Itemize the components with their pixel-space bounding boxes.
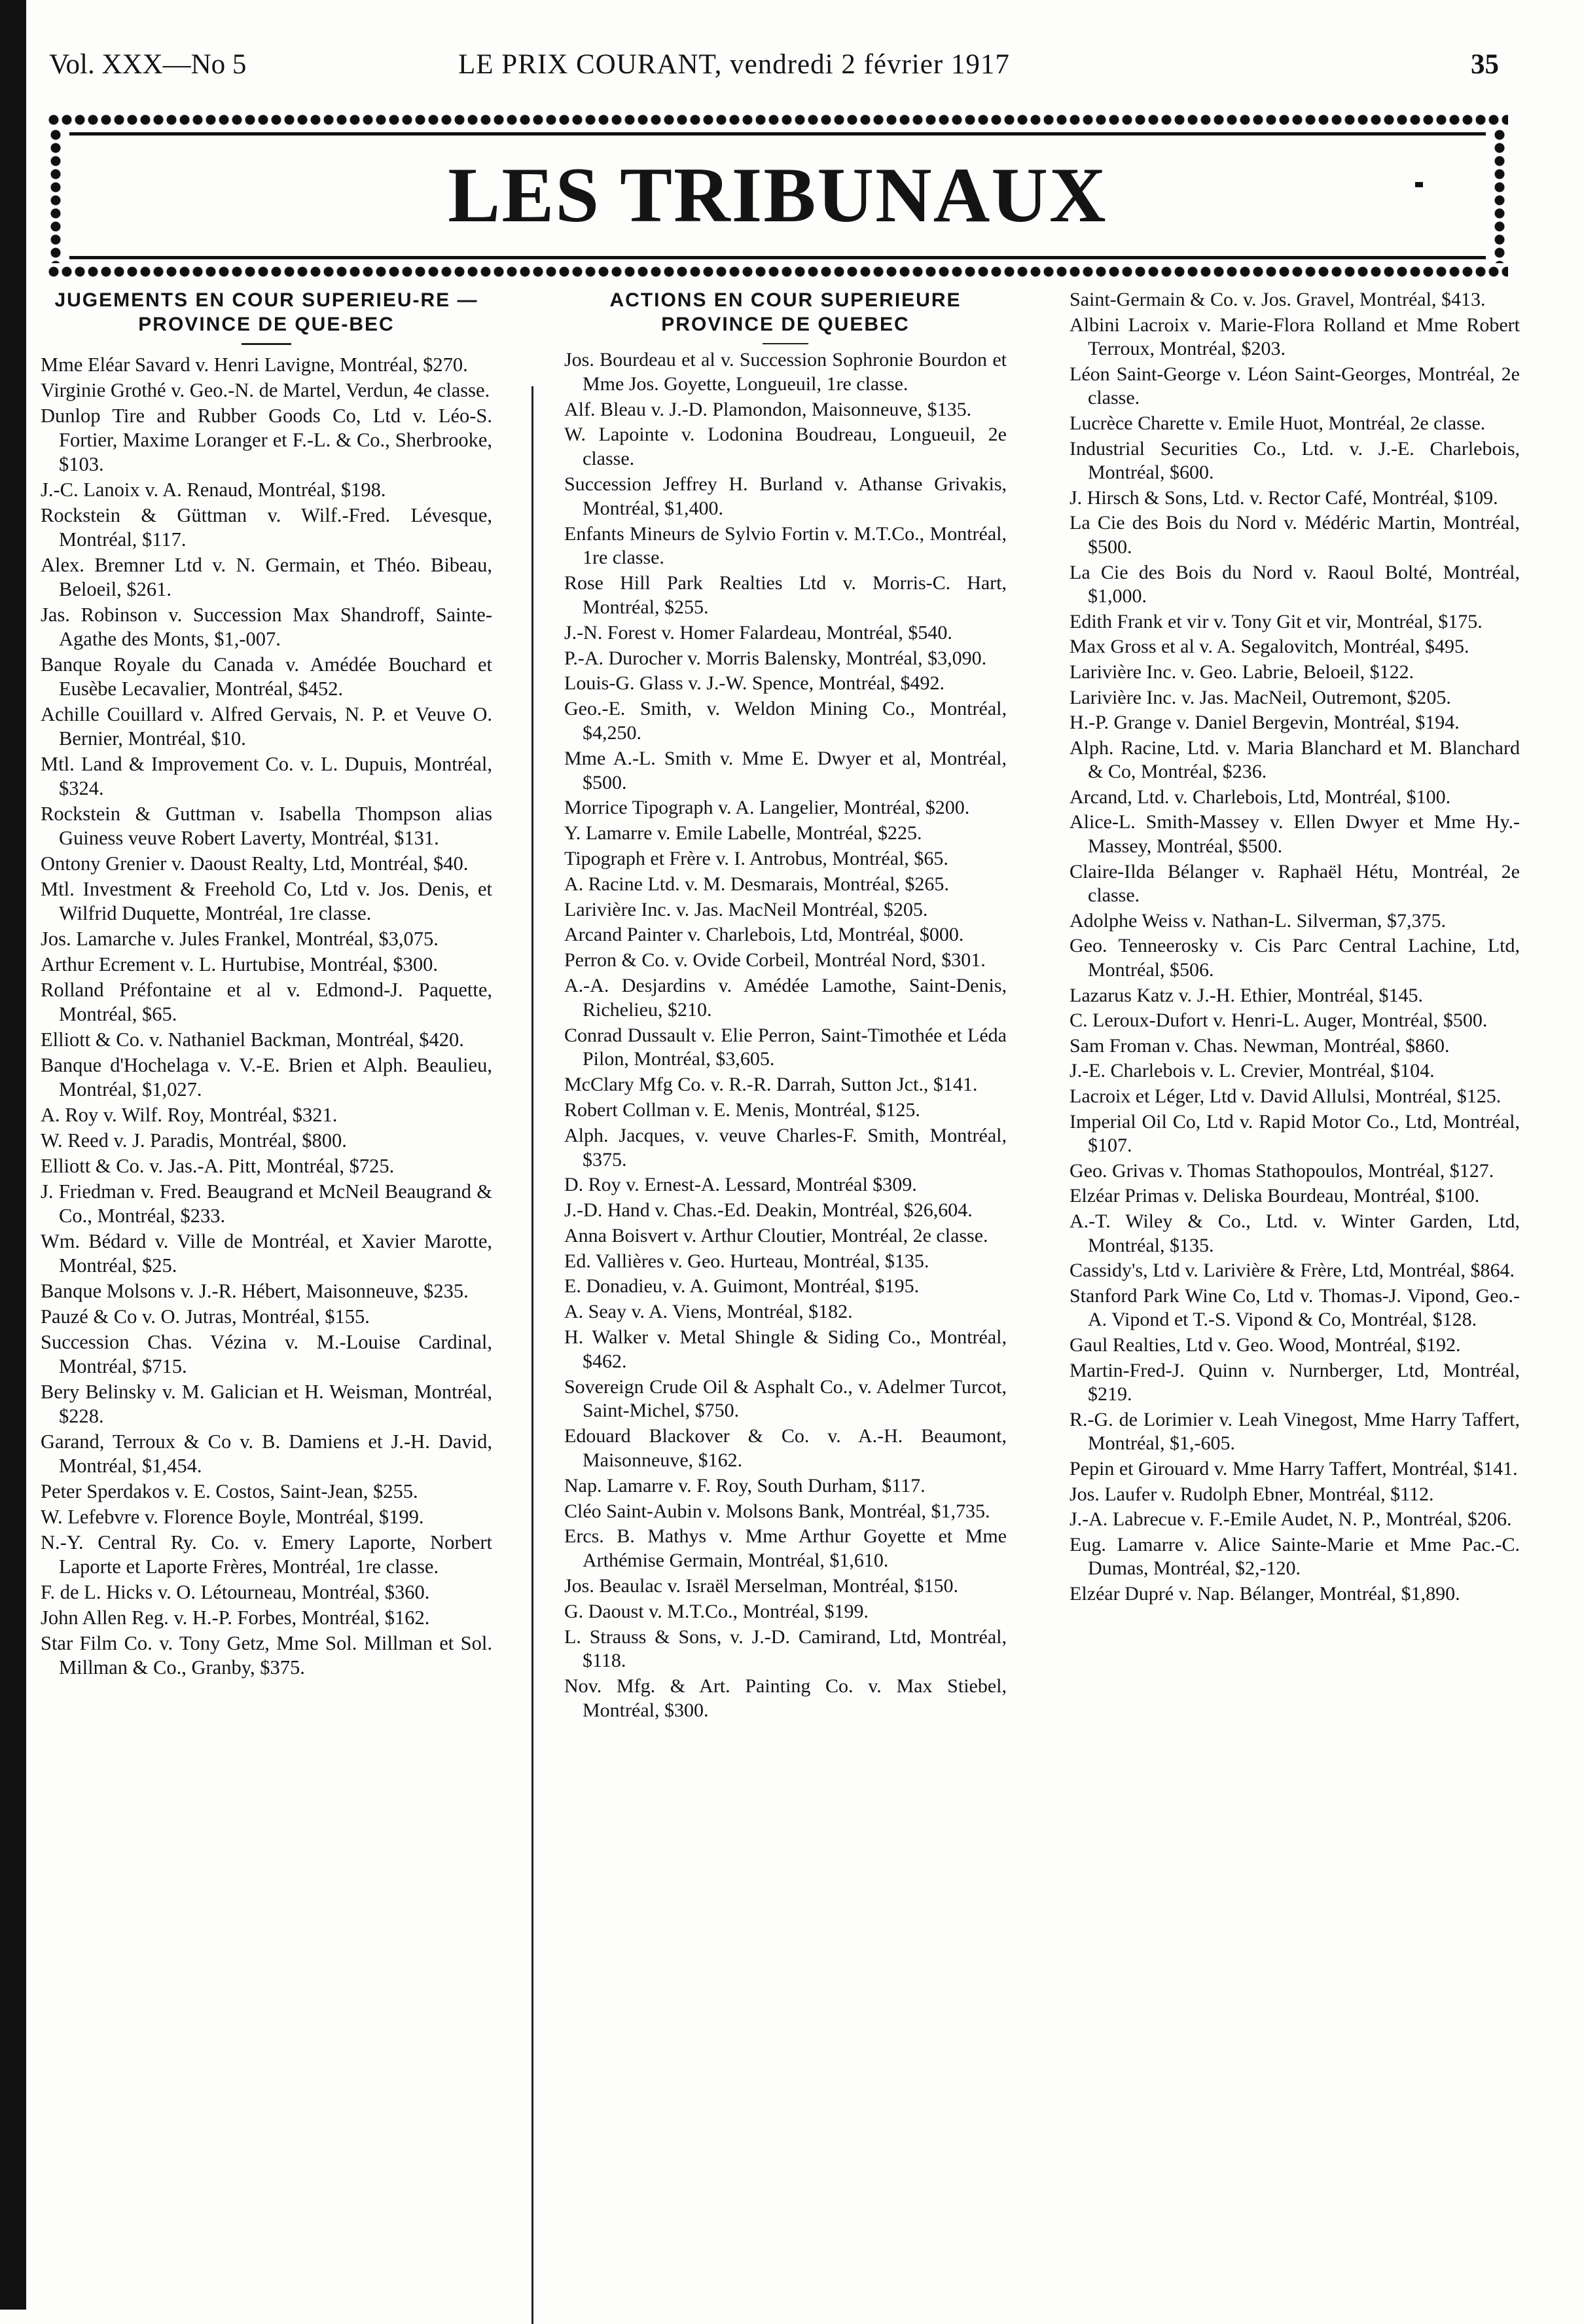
case-entry: Achille Couillard v. Alfred Gervais, N. P. et Veuve O. Bernier, Montréal, $10. [41,703,492,750]
case-entry: F. de L. Hicks v. O. Létourneau, Montréal, $360. [41,1581,430,1603]
case-entry: A. Seay v. A. Viens, Montréal, $182. [564,1301,853,1323]
case-entry: Albini Lacroix v. Marie-Flora Rolland et Mme Robert Terroux, Montréal, $203. [1070,314,1520,360]
case-entry: Succession Jeffrey H. Burland v. Athanse Grivakis, Montréal, $1,400. [564,473,1007,519]
case-entry: L. Strauss & Sons, v. J.-D. Camirand, Ltd, Montréal, $118. [564,1625,1007,1672]
case-entry: J.-D. Hand v. Chas.-Ed. Deakin, Montréal, $26,604. [564,1199,973,1222]
case-entry: Pauzé & Co v. O. Jutras, Montréal, $155. [41,1305,370,1328]
case-entry: Dunlop Tire and Rubber Goods Co, Ltd v. Léo-S. Fortier, Maxime Loranger et F.-L. & Co., Sherbrooke, $103. [41,405,492,475]
case-entry: Perron & Co. v. Ovide Corbeil, Montréal Nord, $301. [564,949,986,971]
case-entry: Garand, Terroux & Co v. B. Damiens et J.-H. David, Montréal, $1,454. [41,1430,492,1477]
case-entry: Rose Hill Park Realties Ltd v. Morris-C. Hart, Montréal, $255. [564,572,1007,618]
banner-rule-bottom [69,256,1486,259]
case-entry: McClary Mfg Co. v. R.-R. Darrah, Sutton Jct., $141. [564,1074,978,1096]
banner-rule-top [69,132,1486,136]
case-entry: J.-N. Forest v. Homer Falardeau, Montréal, $540. [564,621,952,644]
case-entry: Mtl. Land & Improvement Co. v. L. Dupuis, Montréal, $324. [41,753,492,799]
case-entry: Max Gross et al v. A. Segalovitch, Montréal, $495. [1070,636,1469,658]
page-edge-bar [0,0,26,2310]
case-entry: Mme Eléar Savard v. Henri Lavigne, Montréal, $270. [41,354,468,376]
case-entry: R.-G. de Lorimier v. Leah Vinegost, Mme Harry Taffert, Montréal, $1,-605. [1070,1408,1520,1455]
case-entry: Lucrèce Charette v. Emile Huot, Montréal, 2e classe. [1070,412,1486,434]
case-entry: Sovereign Crude Oil & Asphalt Co., v. Adelmer Turcot, Saint-Michel, $750. [564,1375,1007,1422]
case-entry: Mtl. Investment & Freehold Co, Ltd v. Jos. Denis, et Wilfrid Duquette, Montréal, 1re classe. [41,878,492,924]
case-entry: Nap. Lamarre v. F. Roy, South Durham, $117. [564,1474,926,1497]
case-entry: Arcand Painter v. Charlebois, Ltd, Montréal, $000. [564,924,964,946]
case-entry: Industrial Securities Co., Ltd. v. J.-E. Charlebois, Montréal, $600. [1070,437,1520,484]
case-entry: Wm. Bédard v. Ville de Montréal, et Xavier Marotte, Montréal, $25. [41,1230,492,1277]
case-entry: J. Friedman v. Fred. Beaugrand et McNeil Beaugrand & Co., Montréal, $233. [41,1180,492,1227]
case-entry: Tipograph et Frère v. I. Antrobus, Montréal, $65. [564,847,948,869]
case-entry: Larivière Inc. v. Jas. MacNeil, Outremont, $205. [1070,686,1451,708]
case-entry: J.-E. Charlebois v. L. Crevier, Montréal, $104. [1070,1060,1435,1082]
case-entry: W. Lefebvre v. Florence Boyle, Montréal, $199. [41,1506,424,1528]
case-entry: Geo.-E. Smith, v. Weldon Mining Co., Montréal, $4,250. [564,698,1007,744]
case-entry: Elzéar Primas v. Deliska Bourdeau, Montréal, $100. [1070,1185,1480,1207]
case-entry: Gaul Realties, Ltd v. Geo. Wood, Montréal, $192. [1070,1334,1461,1356]
case-entry: Rockstein & Güttman v. Wilf.-Fred. Lévesque, Montréal, $117. [41,504,492,551]
section-title: LES TRIBUNAUX [448,151,1107,238]
heading-separator [242,343,291,345]
case-entry: Pepin et Girouard v. Mme Harry Taffert, Montréal, $141. [1070,1457,1518,1480]
case-entry: N.-Y. Central Ry. Co. v. Emery Laporte, Norbert Laporte et Laporte Frères, Montréal, 1re classe. [41,1531,492,1578]
case-entry: Eug. Lamarre v. Alice Sainte-Marie et Mme Pac.-C. Dumas, Montréal, $2,-120. [1070,1533,1520,1580]
page-number: 35 [1471,49,1499,80]
case-entry: Enfants Mineurs de Sylvio Fortin v. M.T.Co., Montréal, 1re classe. [564,522,1007,569]
case-entry: Banque Molsons v. J.-R. Hébert, Maisonneuve, $235. [41,1280,469,1302]
case-entry: Cassidy's, Ltd v. Larivière & Frère, Ltd, Montréal, $864. [1070,1260,1515,1282]
case-entry: Jas. Robinson v. Succession Max Shandroff, Sainte-Agathe des Monts, $1,-007. [41,604,492,650]
case-entry: Edouard Blackover & Co. v. A.-H. Beaumont, Maisonneuve, $162. [564,1425,1007,1472]
case-entry: W. Reed v. J. Paradis, Montréal, $800. [41,1129,347,1152]
case-entry: Mme A.-L. Smith v. Mme E. Dwyer et al, Montréal, $500. [564,747,1007,793]
case-entry: C. Leroux-Dufort v. Henri-L. Auger, Montréal, $500. [1070,1009,1488,1032]
case-entry: Martin-Fred-J. Quinn v. Nurnberger, Ltd, Montréal, $219. [1070,1359,1520,1406]
case-entry: Elliott & Co. v. Nathaniel Backman, Montréal, $420. [41,1028,464,1051]
case-entry: D. Roy v. Ernest-A. Lessard, Montréal $309. [564,1174,917,1196]
case-entry: Geo. Tenneerosky v. Cis Parc Central Lachine, Ltd, Montréal, $506. [1070,935,1520,981]
page-header [49,42,1499,88]
case-entry: Bery Belinsky v. M. Galician et H. Weisman, Montréal, $228. [41,1381,492,1427]
case-entry: Jos. Lamarche v. Jules Frankel, Montréal, $3,075. [41,928,439,950]
case-entry: Alph. Jacques, v. veuve Charles-F. Smith, Montréal, $375. [564,1124,1007,1171]
case-entry: Sam Froman v. Chas. Newman, Montréal, $860. [1070,1034,1450,1057]
column-actions [564,288,1007,2304]
case-entry: A.-A. Desjardins v. Amédée Lamothe, Saint-Denis, Richelieu, $210. [564,974,1007,1021]
case-entry: H. Walker v. Metal Shingle & Siding Co., Montréal, $462. [564,1326,1007,1372]
publication-title: LE PRIX COURANT, vendredi 2 février 1917 [458,49,1010,80]
case-entry: Claire-Ilda Bélanger v. Raphaël Hétu, Montréal, 2e classe. [1070,860,1520,907]
case-entry: Lacroix et Léger, Ltd v. David Allulsi, Montréal, $125. [1070,1085,1502,1107]
banner-border-top [47,111,1508,128]
banner-mark [1415,182,1423,187]
case-entry: Léon Saint-George v. Léon Saint-Georges, Montréal, 2e classe. [1070,363,1520,409]
case-entry: J.-A. Labrecue v. F.-Emile Audet, N. P., Montréal, $206. [1070,1508,1512,1531]
entry-list [1070,288,1520,1606]
case-entry: Alf. Bleau v. J.-D. Plamondon, Maisonneuve, $135. [564,398,972,420]
case-entry: Y. Lamarre v. Emile Labelle, Montréal, $225. [564,822,922,844]
entry-list [41,353,492,1680]
case-entry: Alice-L. Smith-Massey v. Ellen Dwyer et Mme Hy.-Massey, Montréal, $500. [1070,811,1520,858]
case-entry: Louis-G. Glass v. J.-W. Spence, Montréal, $492. [564,672,945,695]
case-entry: Jos. Laufer v. Rudolph Ebner, Montréal, $112. [1070,1483,1434,1505]
volume-issue: Vol. XXX—No 5 [49,49,247,80]
column-judgements [41,288,492,2304]
case-entry: Saint-Germain & Co. v. Jos. Gravel, Montréal, $413. [1070,289,1486,310]
case-entry: Larivière Inc. v. Geo. Labrie, Beloeil, $122. [1070,661,1414,683]
case-entry: Rolland Préfontaine et al v. Edmond-J. Paquette, Montréal, $65. [41,979,492,1025]
case-entry: Larivière Inc. v. Jas. MacNeil Montréal, $205. [564,898,928,920]
case-entry: Conrad Dussault v. Elie Perron, Saint-Timothée et Léda Pilon, Montréal, $3,605. [564,1024,1007,1070]
case-entry: Edith Frank et vir v. Tony Git et vir, Montréal, $175. [1070,610,1483,632]
case-entry: J. Hirsch & Sons, Ltd. v. Rector Café, Montréal, $109. [1070,486,1498,509]
case-entry: Geo. Grivas v. Thomas Stathopoulos, Montréal, $127. [1070,1159,1494,1182]
case-entry: Banque Royale du Canada v. Amédée Bouchard et Eusèbe Lecavalier, Montréal, $452. [41,653,492,700]
case-entry: Virginie Grothé v. Geo.-N. de Martel, Verdun, 4e classe. [41,379,490,401]
case-entry: Ercs. B. Mathys v. Mme Arthur Goyette et Mme Arthémise Germain, Montréal, $1,610. [564,1525,1007,1572]
column-heading: JUGEMENTS EN COUR SUPERIEU-RE — PROVINCE DE QUE-BEC [54,289,478,335]
case-entry: Alph. Racine, Ltd. v. Maria Blanchard et M. Blanchard & Co, Montréal, $236. [1070,736,1520,783]
case-entry: E. Donadieu, v. A. Guimont, Montréal, $195. [564,1275,920,1298]
case-entry: Morrice Tipograph v. A. Langelier, Montréal, $200. [564,797,970,819]
case-entry: Banque d'Hochelaga v. V.-E. Brien et Alph. Beaulieu, Montréal, $1,027. [41,1054,492,1100]
case-entry: W. Lapointe v. Lodonina Boudreau, Longueuil, 2e classe. [564,424,1007,470]
case-entry: Imperial Oil Co, Ltd v. Rapid Motor Co., Ltd, Montréal, $107. [1070,1110,1520,1157]
case-entry: Jos. Beaulac v. Israël Merselman, Montréal, $150. [564,1575,959,1597]
case-entry: G. Daoust v. M.T.Co., Montréal, $199. [564,1600,869,1622]
case-entry: Star Film Co. v. Tony Getz, Mme Sol. Millman et Sol. Millman & Co., Granby, $375. [41,1632,492,1679]
case-entry: H.-P. Grange v. Daniel Bergevin, Montréal, $194. [1070,712,1460,734]
case-entry: Alex. Bremner Ltd v. N. Germain, et Théo. Bibeau, Beloeil, $261. [41,554,492,600]
case-entry: Jos. Bourdeau et al v. Succession Sophronie Bourdon et Mme Jos. Goyette, Longueuil, 1re classe. [564,349,1007,395]
case-entry: Stanford Park Wine Co, Ltd v. Thomas-J. Vipond, Geo.-A. Vipond et T.-S. Vipond & Co, Montréal, $128. [1070,1284,1520,1331]
case-entry: John Allen Reg. v. H.-P. Forbes, Montréal, $162. [41,1607,430,1629]
case-entry: Cléo Saint-Aubin v. Molsons Bank, Montréal, $1,735. [564,1500,990,1522]
case-entry: Anna Boisvert v. Arthur Cloutier, Montréal, 2e classe. [564,1224,988,1246]
column-rule [531,386,533,2324]
case-entry: Robert Collman v. E. Menis, Montréal, $125. [564,1098,920,1121]
case-entry: J.-C. Lanoix v. A. Renaud, Montréal, $198. [41,479,386,501]
case-entry: Adolphe Weiss v. Nathan-L. Silverman, $7,375. [1070,909,1446,932]
section-banner [47,111,1508,280]
case-entry: Lazarus Katz v. J.-H. Ethier, Montréal, $145. [1070,984,1424,1006]
column-actions-continued [1070,288,1520,2304]
case-entry: La Cie des Bois du Nord v. Raoul Bolté, Montréal, $1,000. [1070,561,1520,608]
case-entry: Nov. Mfg. & Art. Painting Co. v. Max Stiebel, Montréal, $300. [564,1675,1007,1722]
banner-border-bottom [47,263,1508,280]
case-entry: Arcand, Ltd. v. Charlebois, Ltd, Montréal, $100. [1070,786,1451,808]
case-entry: Rockstein & Guttman v. Isabella Thompson alias Guiness veuve Robert Laverty, Montréal, $131. [41,803,492,849]
case-entry: Elliott & Co. v. Jas.-A. Pitt, Montréal, $725. [41,1155,395,1177]
case-entry: Arthur Ecrement v. L. Hurtubise, Montréal, $300. [41,953,439,975]
entry-list [564,348,1007,1723]
case-entry: A.-T. Wiley & Co., Ltd. v. Winter Garden, Ltd, Montréal, $135. [1070,1210,1520,1256]
column-heading: ACTIONS EN COUR SUPERIEURE PROVINCE DE QUEBEC [609,289,962,335]
heading-separator [763,343,808,344]
case-entry: Ed. Vallières v. Geo. Hurteau, Montréal, $135. [564,1250,929,1272]
case-entry: Ontony Grenier v. Daoust Realty, Ltd, Montréal, $40. [41,852,469,875]
case-entry: La Cie des Bois du Nord v. Médéric Martin, Montréal, $500. [1070,512,1520,558]
case-entry: A. Racine Ltd. v. M. Desmarais, Montréal, $265. [564,873,949,895]
case-entry: Succession Chas. Vézina v. M.-Louise Cardinal, Montréal, $715. [41,1331,492,1377]
case-entry: P.-A. Durocher v. Morris Balensky, Montréal, $3,090. [564,647,987,669]
case-entry: A. Roy v. Wilf. Roy, Montréal, $321. [41,1104,338,1126]
case-entry: Elzéar Dupré v. Nap. Bélanger, Montréal, $1,890. [1070,1582,1460,1605]
case-entry: Peter Sperdakos v. E. Costos, Saint-Jean, $255. [41,1480,418,1502]
